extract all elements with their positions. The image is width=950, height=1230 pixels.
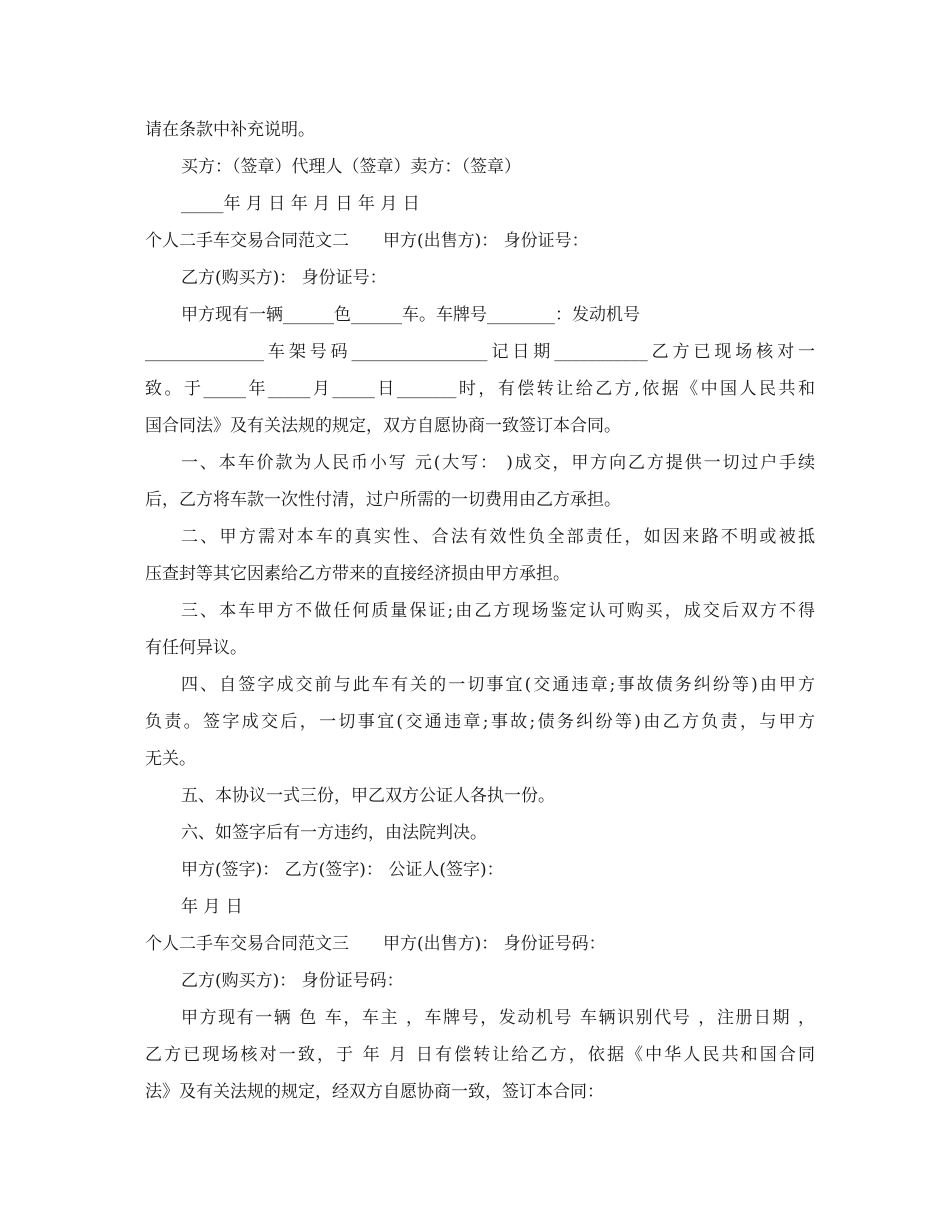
text-line: 买方：（签章）代理人（签章）卖方：（签章） xyxy=(181,157,521,177)
text-line: 有任何异议。 xyxy=(145,638,247,658)
text-line: 后，乙方将车款一次性付清，过户所需的一切费用由乙方承担。 xyxy=(145,490,621,510)
text-line: ______________车架号码________________记日期___________乙方已现场核对一 xyxy=(145,342,815,362)
text-line: 甲方现有一辆 色 车，车主 ，车牌号，发动机号 车辆识别代号 ，注册日期 ， xyxy=(181,1008,815,1028)
text-line: _____年 月 日 年 月 日 年 月 日 xyxy=(181,194,420,214)
clause-5: 五、本协议一式三份，甲乙双方公证人各执一份。 xyxy=(181,786,555,806)
text-line: 致。于_____年_____月_____日_______时，有偿转让给乙方,依据《中国人民共和 xyxy=(145,379,815,399)
clause-1: 一、本车价款为人民币小写 元(大写： )成交，甲方向乙方提供一切过户手续 xyxy=(181,453,815,473)
text-line: 国合同法》及有关法规的规定，双方自愿协商一致签订本合同。 xyxy=(145,416,621,436)
clause-2: 二、甲方需对本车的真实性、合法有效性负全部责任，如因来路不明或被抵 xyxy=(181,527,815,547)
clause-4: 四、自签字成交前与此车有关的一切事宜(交通违章;事故债务纠纷等)由甲方 xyxy=(181,675,815,695)
text-line: 乙方(购买方)： 身份证号码： xyxy=(181,971,404,991)
text-line: 法》及有关法规的规定，经双方自愿协商一致，签订本合同： xyxy=(145,1082,604,1102)
text-line: 请在条款中补充说明。 xyxy=(145,120,315,140)
text-line: 负责。签字成交后，一切事宜(交通违章;事故;债务纠纷等)由乙方负责，与甲方 xyxy=(145,712,815,732)
text-line: 乙方(购买方)： 身份证号： xyxy=(181,268,387,288)
date-line: 年 月 日 xyxy=(181,897,243,917)
text-line: 乙方已现场核对一致，于 年 月 日有偿转让给乙方，依据《中华人民共和国合同 xyxy=(145,1045,815,1065)
text-line: 甲方现有一辆______色______车。车牌号________：发动机号 xyxy=(181,305,640,325)
clause-6: 六、如签字后有一方违约，由法院判决。 xyxy=(181,823,487,843)
signature-line: 甲方(签字)： 乙方(签字)： 公证人(签字)： xyxy=(181,860,504,880)
text-line: 无关。 xyxy=(145,749,196,769)
text-line: 压查封等其它因素给乙方带来的直接经济损由甲方承担。 xyxy=(145,564,570,584)
section-heading: 个人二手车交易合同范文二 甲方(出售方)： 身份证号： xyxy=(145,231,589,251)
clause-3: 三、本车甲方不做任何质量保证;由乙方现场鉴定认可购买，成交后双方不得 xyxy=(181,601,815,621)
section-heading: 个人二手车交易合同范文三 甲方(出售方)： 身份证号码： xyxy=(145,934,606,954)
